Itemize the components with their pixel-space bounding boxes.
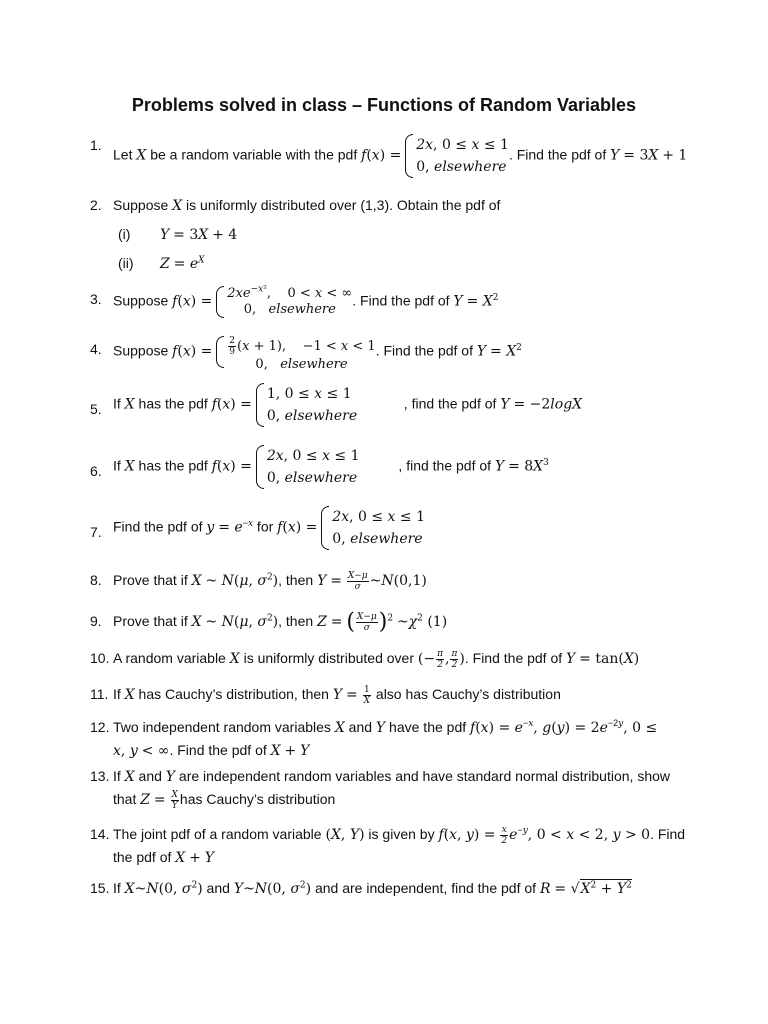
problem-5 (90, 383, 710, 427)
problem-12 (90, 716, 710, 762)
problem-3 (90, 286, 710, 318)
problem-number: 4. (90, 341, 102, 357)
problem-number: 1. (90, 137, 102, 153)
problem-15 (90, 877, 710, 900)
problem-number: 11. (90, 686, 109, 702)
problem-6 (90, 445, 710, 489)
problem-number: 13. (90, 768, 110, 784)
part-label: (ii) (118, 255, 134, 271)
problem-2-text: Suppose X is uniformly distributed over (1,3). Obtain the pdf of (113, 197, 501, 214)
problem-number: 14. (90, 826, 110, 842)
problem-9-text: Prove that if X ~ N(μ, $\sigma^2$), then Z = ( $\frac{X-\mu}{\sigma}$ )$^2$ $\sim\chi^2$ (1) (113, 609, 448, 635)
problem-4 (90, 336, 710, 372)
problem-2-part-ii: (ii) $Z = e^X$ (118, 252, 205, 275)
problem-6-text: If X has the pdf f(x) = 2x, 0 ≤ x ≤ 1 0, elsewhere , find the pdf of $Y = 8X^3$ (113, 445, 710, 489)
problem-13 (90, 765, 710, 811)
problem-number: 3. (90, 291, 102, 307)
problem-4-text: Suppose f(x) = $\frac{2}{9}$ (x + 1), −1 < x < 1 0, elsewhere . Find the pdf of $Y = X^2$ (113, 336, 522, 372)
problem-12-text: Two independent random variables X and Y have the pdf $f(x) = e^{-x}$, $g(y) = 2e^{-2y}$, 0 ≤ x, y < ∞. Find the pdf of X + Y (113, 718, 658, 759)
problem-number: 7. (90, 524, 102, 540)
problem-11-text: If X has Cauchy’s distribution, then Y = $\frac{1}{X}$ also has Cauchy’s distribution (113, 684, 561, 706)
problem-1-text: Let X be a random variable with the pdf f(x) = 2x, 0 ≤ x ≤ 1 0, elsewhere . Find the pdf of Y = 3X + 1 (113, 134, 710, 178)
problem-number: 15. (90, 880, 110, 896)
problem-8-text: Prove that if X ~ N(μ, $\sigma^2$), then Y = $\frac{X-\mu}{\sigma}$ ~N(0,1) (113, 570, 427, 592)
page-title: Problems solved in class – Functions of Random Variables (131, 95, 637, 115)
problem-10 (90, 647, 710, 670)
problem-3-text: Suppose f(x) = $2xe^{-x^2}$, 0 < x < ∞ 0, elsewhere . Find the pdf of $Y = X^2$ (113, 284, 499, 317)
problem-11 (90, 683, 710, 706)
problem-number: 2. (90, 197, 102, 213)
part-label: (i) (118, 226, 131, 242)
problem-5-text: If X has the pdf f(x) = 1, 0 ≤ x ≤ 1 0, elsewhere , find the pdf of Y = −2logX (113, 383, 710, 427)
problem-7 (90, 506, 710, 550)
problem-number: 9. (90, 613, 102, 629)
problem-8 (90, 569, 710, 592)
problem-9 (90, 610, 710, 633)
problem-15-text: If X~N(0, $\sigma^2$) and Y~N(0, $\sigma^2$) and are independent, find the pdf of $R = √X^2 + Y^2$ (113, 880, 632, 897)
problem-7-text: Find the pdf of $y = e^{-x}$ for f(x) = 2x, 0 ≤ x ≤ 1 0, elsewhere (113, 506, 710, 550)
problem-10-text: A random variable X is uniformly distributed over (− $\frac{\pi}{2}$ , $\frac{\pi}{2}$ ). Find the pdf of Y = tan(X) (113, 648, 640, 670)
problem-1 (90, 134, 710, 178)
problem-14-text: The joint pdf of a random variable (X, Y) is given by f(x, y) = $\frac{x}{2}$ $e^{-y}$, 0 < x < 2, y > 0. Find the pdf of X + Y (113, 824, 686, 866)
problem-2 (90, 194, 710, 217)
problem-number: 6. (90, 463, 102, 479)
problem-14 (90, 823, 710, 869)
problem-2-part-i: (i) Y = 3X + 4 (118, 223, 237, 246)
problem-number: 10. (90, 650, 110, 666)
problem-13-text: If X and Y are independent random variables and have standard normal distribution, show that Z = $\frac{X}{Y}$ has Cauchy’s distribution (113, 768, 671, 811)
problem-number: 12. (90, 719, 110, 735)
problem-number: 5. (90, 401, 102, 417)
problem-number: 8. (90, 572, 102, 588)
